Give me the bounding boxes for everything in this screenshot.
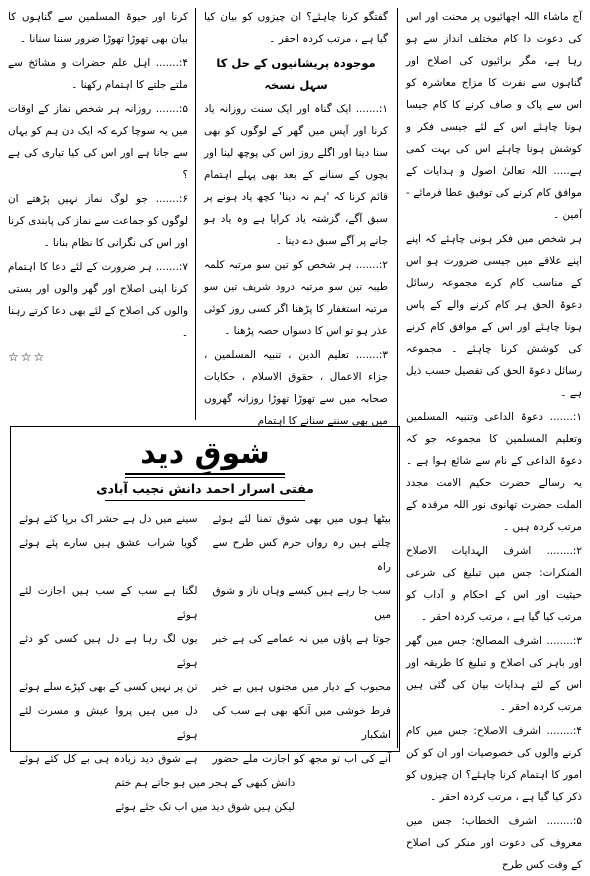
left-para-5: ۷:....... ہر ضرورت کے لئے دعا کا اہتمام کرنا اپنی اصلاح اور گھر والوں اور بستی والوں کی اصلاح کے لئے بھی دعا کرتے رہنا ۔	[8, 261, 188, 339]
right-para-6: ۴:........ اشرف الاصلاح: جس میں کام کرنے والوں کی خصوصیات اور ان کو کن امور کا اہتمام کرنا چاہئے؟ ان چیزوں کو ذکر کیا گیا ہے ، مرتب کردہ احقر ۔	[406, 725, 582, 803]
couplet-line: سب جا رہے ہیں کیسے وہاں ناز و شوق میں	[212, 585, 391, 621]
middle-intro: گفتگو کرنا چاہئے؟ ان چیزوں کو بیان کیا گیا ہے ، مرتب کردہ احقر ۔	[204, 11, 388, 45]
couplet-line: ہے شوق دید زیادہ ہی بے کل کئے ہوئے	[19, 753, 198, 765]
poem-author-rule	[105, 500, 305, 501]
couplet	[19, 531, 391, 579]
poem-couplets	[19, 507, 391, 771]
couplet	[19, 699, 391, 747]
couplet	[19, 507, 391, 531]
middle-para-3: ۳:....... تعلیم الدین ، تنبیہ المسلمین ، جزاء الاعمال ، حقوق الاسلام ، حکایات صحابہ میں سے تھوڑا تھوڑا روزانہ گھروں میں بھی سننے سنانے کا اہتمام	[204, 349, 388, 427]
couplet-line: بیٹھا ہوں میں بھی شوق تمنا لئے ہوئے	[212, 513, 391, 525]
left-para-4: ۶:....... جو لوگ نماز نہیں پڑھتے ان لوگوں کو جماعت سے نماز کی پابندی کرنا اور اس کی نگرانی کا نظام بنانا ۔	[8, 193, 188, 249]
right-para-5: ۳:........ اشرف المصالح: جس میں گھر اور باہر کی اصلاح و تبلیغ کا طریقہ اور اس کے لئے ہدایات بیان کی گئی ہیں مرتب کردہ احقر ۔	[406, 635, 582, 713]
right-para-1: آج ماشاء اللہ اچھائیوں پر محنت اور اس کی دعوت دا کام مختلف انداز سے ہو رہا ہے، مگر برائیوں کی اصلاح اور گناہوں سے نفرت کا مزاج معاشرہ کو اس سے پاک و صاف کرنے کا کام جیسا ہونا چاہئے اس کے لئے جیسی فکر و کوشش ہونا چاہئے اس کی بہت کمی ہے..... اللہ تعالیٰ اصول و ہدایات کے موافق کام کرنے کی توفیق عطا فرمائے - آمین ۔	[406, 11, 582, 221]
couplet-line: آنے کی اب تو مجھ کو اجازت ملے حضور	[212, 753, 391, 765]
poem-box	[10, 426, 400, 813]
poem-final-line-1: دانش کبھی کے ہجر میں ہو جاتے ہم ختم	[114, 777, 296, 789]
middle-column	[204, 6, 388, 426]
couplet-line: جوتا ہے پاؤں میں نہ عمامے کی ہے خبر	[212, 633, 391, 645]
couplet-line: لگتا ہے سب کے سب ہیں اجازت لئے ہوئے	[19, 585, 198, 621]
couplet-line: تن پر نہیں کسی کے بھی کپڑے سلے ہوئے	[19, 681, 198, 693]
left-para-1: کرنا اور حیوۃ المسلمین سے گناہوں کا بیان بھی تھوڑا تھوڑا ضرور سننا سنانا ۔	[8, 11, 188, 45]
right-para-7: ۵:........ اشرف الخطاب: جس میں معروف کی دعوت اور منکر کی اصلاح کے وقت کس طرح	[406, 815, 582, 871]
middle-para-1: ۱:....... ایک گناہ اور ایک سنت روزانہ یاد کرنا اور آپس میں گھر کے لوگوں کو بھی سنا دینا اور اگلے روز اس کی پوچھ لینا اور بچوں کے سنانے کے بعد بھی پہلے اہتمام قائم کرنا کہ 'ہم نہ دینا' کچھ یاد ہونے پر سبق آگے، گزشتہ یاد کرایا ہے وہ یاد ہو جانے پر آگے سبق دے دینا ۔	[204, 103, 388, 247]
poem-title: شوقِ دید	[140, 436, 270, 471]
right-para-2: ہر شخص میں فکر ہونی چاہئے کہ اپنے اپنے علاقے میں جیسی ضرورت ہو اس کے مناسب کام کرے مجموعہ رسائل دعوۃ الحق ہر کام کرنے والے کے پاس ہونا چاہئے اور اس کے موافق کام کرنے کی کوشش کرنا چاہئے ۔ مجموعہ رسائل دعوۃ الحق کی تفصیل حسب ذیل ہے ۔	[406, 233, 582, 399]
couplet-line: گویا شراب عشق ہیں سارے پئے ہوئے	[19, 537, 198, 549]
right-para-4: ۲:........ اشرف الہدایات الاصلاح المنکرات: جس میں تبلیغ کی شرعی حیثیت اور اس کے احکام و آداب کو مرتب کیا گیا ہے ، مرتب کردہ احقر ۔	[406, 545, 582, 623]
column-divider-left	[195, 8, 196, 420]
left-para-2: ۴:....... اہل علم حضرات و مشائخ سے ملتے جلتے کا اہتمام رکھنا ۔	[8, 57, 188, 91]
middle-para-2: ۲:....... ہر شخص کو تین سو مرتبہ کلمہ طیبہ تین سو مرتبہ درود شریف تین سو مرتبہ استغفار کا پڑھنا اگر کسی روز کوئی عذر ہو تو اس کا دسواں حصہ پڑھنا ۔	[204, 259, 388, 337]
couplet-line: سینے میں دل ہے حشر اک برپا کئے ہوئے	[19, 513, 198, 525]
poem-author: مفتی اسرار احمد دانش نجیب آبادی	[96, 481, 314, 496]
left-column	[8, 6, 188, 426]
left-para-3: ۵:....... روزانہ ہر شخص نماز کے اوقات میں یہ سوچا کرے کہ ایک دن ہم کو یہاں سے جانا ہے اور اس کی کیا تیاری کی ہے ؟	[8, 103, 188, 181]
right-para-3: ۱:....... دعوۃ الداعی وتنبیہ المسلمین وتعلیم المسلمین کا مجموعہ جو کہ دعوۃ الداعی کے نام سے شائع ہوا ہے ۔ یہ رسالے حضرت حکیم الامت مجدد الملت حضرت تھانوی نور اللہ مرقدہ کے مرتب کردہ ہیں ۔	[406, 411, 582, 533]
right-column	[406, 6, 582, 871]
couplet-line: محبوب کے دیار میں مجنوں ہیں بے خبر	[212, 681, 391, 693]
middle-heading: موجودہ پریشانیوں کے حل کا سہل نسخہ	[216, 56, 376, 92]
couplet-line: فرط خوشی میں آنکھ بھی ہے سب کی اشکبار	[212, 705, 391, 741]
couplet-line: دل میں ہیں پروا عیش و مسرت لئے ہوئے	[19, 705, 198, 741]
couplet	[19, 675, 391, 699]
couplet-line: یوں لگ رہا ہے دل ہیں کسی کو دئے ہوئے	[19, 633, 198, 669]
poem-final-line-2: لیکن ہیں شوق دید میں اب تک جئے ہوئے	[115, 801, 295, 813]
star-separator: ☆☆☆	[8, 350, 47, 364]
couplet	[19, 579, 391, 627]
couplet	[19, 627, 391, 675]
couplet-line: چلتے ہیں رہ رواں حرم کس طرح سے راہ	[212, 537, 391, 573]
couplet	[19, 747, 391, 771]
